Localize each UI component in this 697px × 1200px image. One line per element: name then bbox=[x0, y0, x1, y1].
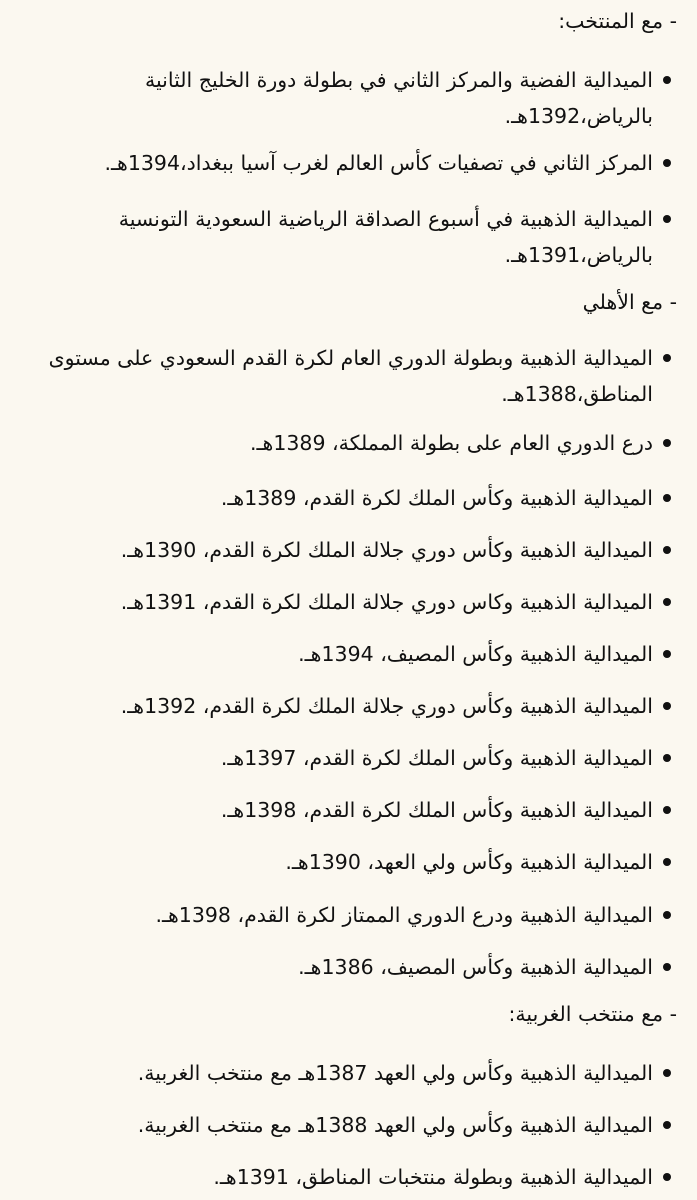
list-item: الميدالية الذهبية ودرع الدوري الممتاز لكرة القدم، 1398هـ. bbox=[155, 903, 653, 927]
bullet-icon bbox=[663, 598, 671, 606]
bullet-icon bbox=[663, 1121, 671, 1129]
list-item: الميدالية الذهبية وكأس دوري جلالة الملك لكرة القدم، 1390هـ. bbox=[120, 538, 653, 562]
list-item: الميدالية الذهبية وكأس ولي العهد 1387هـ مع منتخب الغربية. bbox=[137, 1061, 653, 1085]
bullet-icon bbox=[663, 754, 671, 762]
list-item: الميدالية الذهبية وكأس المصيف، 1394هـ. bbox=[298, 642, 653, 666]
list-item: الميدالية الذهبية وكأس المصيف، 1386هـ. bbox=[298, 955, 653, 979]
bullet-icon bbox=[663, 963, 671, 971]
list-item: الميدالية الذهبية وكاس دوري جلالة الملك لكرة القدم، 1391هـ. bbox=[120, 590, 653, 614]
bullet-icon bbox=[663, 494, 671, 502]
bullet-icon bbox=[663, 159, 671, 167]
section-heading-al-ahli: - مع الأهلي bbox=[582, 290, 677, 314]
list-item: الميدالية الذهبية وبطولة منتخبات المناطق، 1391هـ. bbox=[213, 1165, 653, 1189]
bullet-icon bbox=[663, 354, 671, 362]
bullet-icon bbox=[663, 439, 671, 447]
list-item: الميدالية الذهبية وكأس الملك لكرة القدم، 1389هـ. bbox=[220, 486, 653, 510]
list-item: الميدالية الذهبية وبطولة الدوري العام لكرة القدم السعودي على مستوى المناطق،1388هـ. bbox=[48, 346, 653, 406]
list-item: الميدالية الفضية والمركز الثاني في بطولة دورة الخليج الثانية بالرياض،1392هـ. bbox=[144, 68, 653, 128]
list-item: درع الدوري العام على بطولة المملكة، 1389هـ. bbox=[249, 431, 653, 455]
list-item: الميدالية الذهبية وكأس الملك لكرة القدم، 1397هـ. bbox=[220, 746, 653, 770]
list-item: الميدالية الذهبية وكأس ولي العهد 1388هـ مع منتخب الغربية. bbox=[137, 1113, 653, 1137]
bullet-icon bbox=[663, 806, 671, 814]
section-heading-national-team: - مع المنتخب: bbox=[558, 9, 677, 33]
bullet-icon bbox=[663, 911, 671, 919]
list-item: الميدالية الذهبية وكأس دوري جلالة الملك لكرة القدم، 1392هـ. bbox=[120, 694, 653, 718]
bullet-icon bbox=[663, 1173, 671, 1181]
bullet-icon bbox=[663, 546, 671, 554]
bullet-icon bbox=[663, 650, 671, 658]
bullet-icon bbox=[663, 215, 671, 223]
list-item: الميدالية الذهبية وكأس ولي العهد، 1390هـ. bbox=[285, 850, 653, 874]
list-item: الميدالية الذهبية في أسبوع الصداقة الرياضية السعودية التونسية بالرياض،1391هـ. bbox=[118, 207, 653, 267]
bullet-icon bbox=[663, 1069, 671, 1077]
bullet-icon bbox=[663, 702, 671, 710]
bullet-icon bbox=[663, 76, 671, 84]
bullet-icon bbox=[663, 858, 671, 866]
section-heading-western-team: - مع منتخب الغربية: bbox=[508, 1002, 677, 1026]
list-item: الميدالية الذهبية وكأس الملك لكرة القدم، 1398هـ. bbox=[220, 798, 653, 822]
list-item: المركز الثاني في تصفيات كأس العالم لغرب آسيا ببغداد،1394هـ. bbox=[104, 151, 653, 175]
